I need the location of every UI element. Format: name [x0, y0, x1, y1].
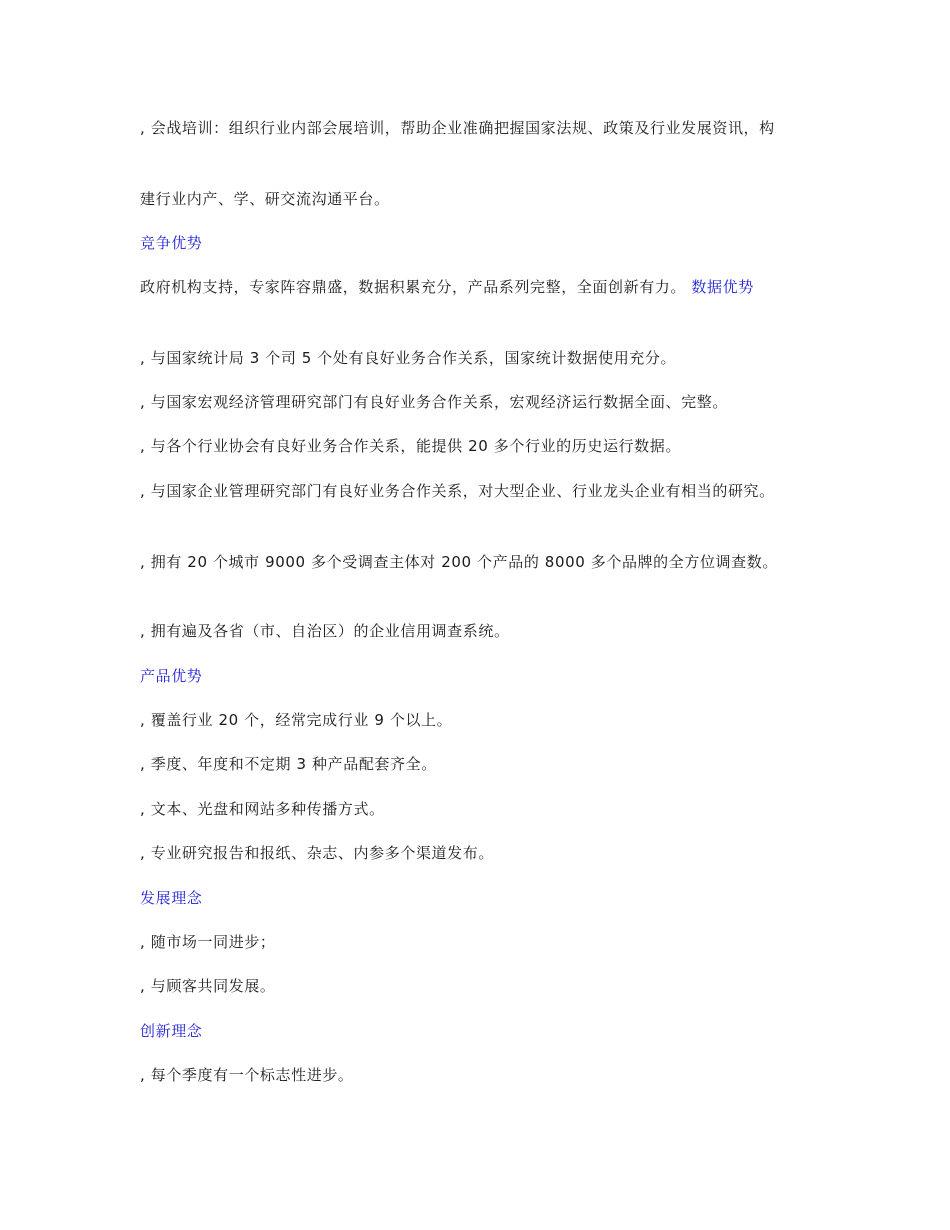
product-advantage-item: , 文本、光盘和网站多种传播方式。 [140, 800, 385, 818]
product-advantage-item: , 覆盖行业 20 个，经常完成行业 9 个以上。 [140, 711, 453, 729]
competitive-summary-text: 政府机构支持，专家阵容鼎盛，数据积累充分，产品系列完整，全面创新有力。 [140, 278, 687, 296]
innovation-concept-heading: 创新理念 [140, 1022, 203, 1040]
data-advantage-item: , 与国家宏观经济管理研究部门有良好业务合作关系，宏观经济运行数据全面、完整。 [140, 393, 728, 411]
data-advantage-item: , 与各个行业协会有良好业务合作关系，能提供 20 多个行业的历史运行数据。 [140, 437, 681, 455]
development-concept-heading: 发展理念 [140, 889, 203, 907]
data-advantage-item: , 拥有遍及各省（市、自治区）的企业信用调查系统。 [140, 622, 510, 640]
data-advantage-item: , 拥有 20 个城市 9000 多个受调查主体对 200 个产品的 8000 多个品牌的全方位调查数。 [140, 553, 778, 571]
innovation-concept-item: , 每个季度有一个标志性进步。 [140, 1066, 354, 1084]
product-advantage-item: , 专业研究报告和报纸、杂志、内参多个渠道发布。 [140, 844, 494, 862]
platform-paragraph: 建行业内产、学、研交流沟通平台。 [140, 190, 390, 208]
training-paragraph: , 会战培训：组织行业内部会展培训，帮助企业准确把握国家法规、政策及行业发展资讯，构 [140, 119, 775, 137]
competitive-summary-paragraph [140, 274, 830, 300]
data-advantage-item: , 与国家统计局 3 个司 5 个处有良好业务合作关系，国家统计数据使用充分。 [140, 349, 677, 367]
data-advantage-heading: 数据优势 [691, 278, 754, 296]
product-advantage-item: , 季度、年度和不定期 3 种产品配套齐全。 [140, 755, 437, 773]
competitive-advantage-heading: 竞争优势 [140, 234, 203, 252]
data-advantage-item: , 与国家企业管理研究部门有良好业务合作关系，对大型企业、行业龙头企业有相当的研究。 [140, 482, 775, 500]
development-concept-item: , 随市场一同进步； [140, 933, 276, 951]
product-advantage-heading: 产品优势 [140, 667, 203, 685]
development-concept-item: , 与顾客共同发展。 [140, 977, 276, 995]
